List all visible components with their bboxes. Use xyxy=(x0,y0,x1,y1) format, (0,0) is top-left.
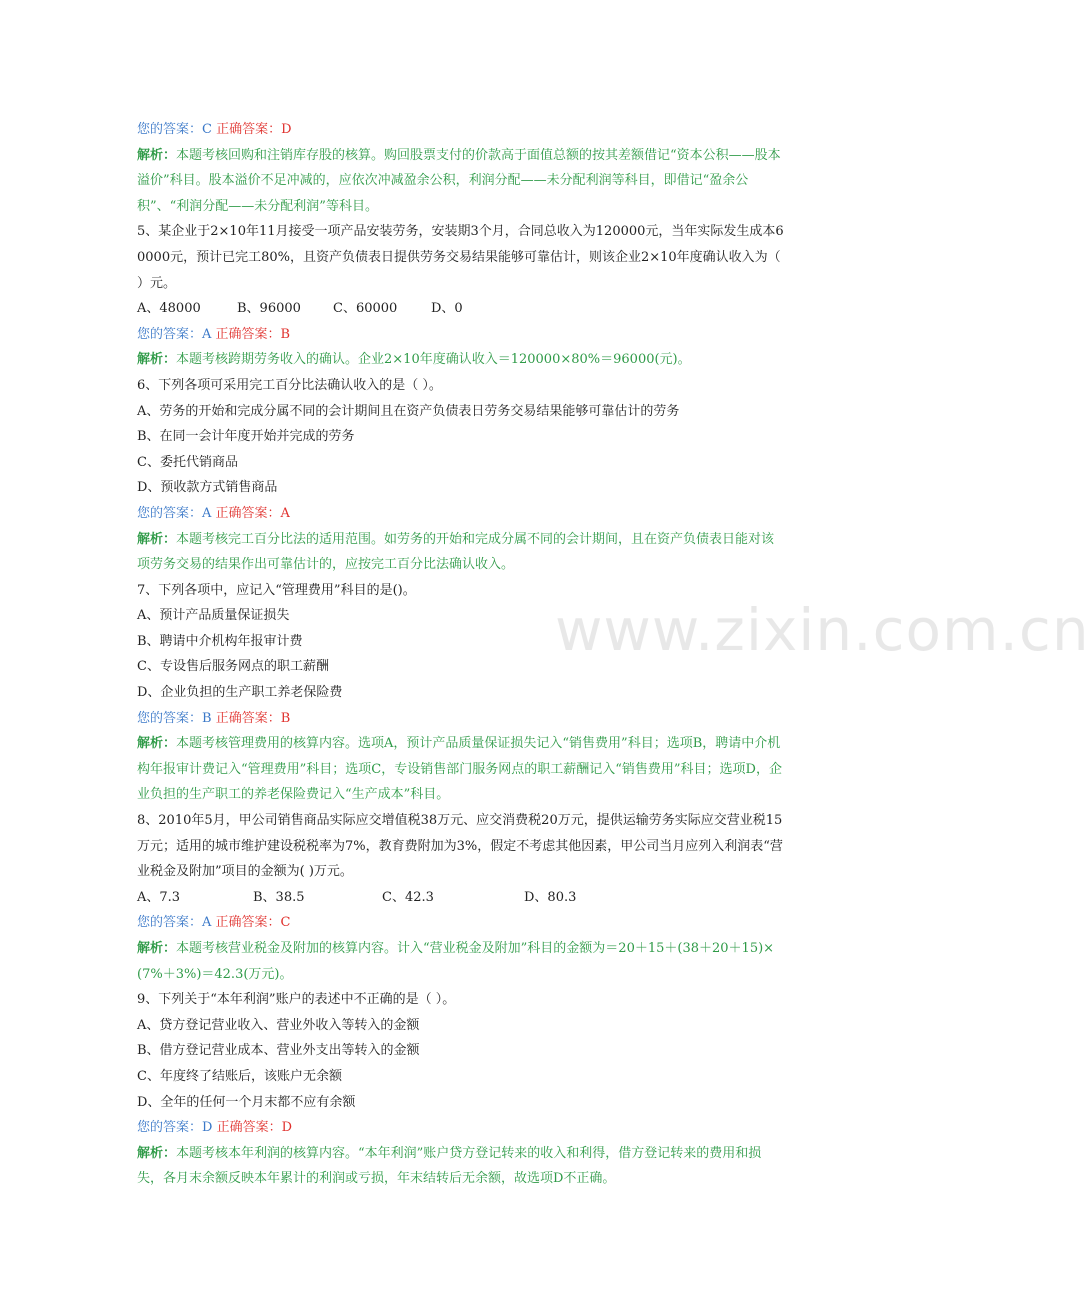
answer-line xyxy=(137,501,785,527)
correct-answer: 正确答案：C xyxy=(215,915,291,931)
option-b: B、聘请中介机构年报审计费 xyxy=(137,633,303,649)
analysis-label: 解析： xyxy=(137,941,177,956)
analysis-text: 本题考核完工百分比法的适用范围。如劳务的开始和完成分属不同的会计期间，且在资产负债表日能对该项劳务交易的结果作出可靠估计的，应按完工百分比法确认收入。 xyxy=(137,531,775,573)
option-c: C、60000 xyxy=(333,301,398,317)
answer-line xyxy=(137,910,785,936)
your-answer: 您的答案：A xyxy=(137,505,212,521)
watermark: www.zixin.com.cn xyxy=(555,596,1090,664)
option-d: D、80.3 xyxy=(524,889,577,905)
your-answer: 您的答案：A xyxy=(137,326,212,342)
options-row-q8 xyxy=(137,885,785,911)
question-8: 8、2010年5月，甲公司销售商品实际应交增值税38万元、应交消费税20万元，提供运输劳务实际应交营业税15万元；适用的城市维护建设税税率为7%，教育费附加为3%，假定不考虑其他因素，甲公司当月应列入利润表“营业税金及附加”项目的金额为( )万元。 xyxy=(137,813,783,880)
option-d: D、全年的任何一个月末都不应有余额 xyxy=(137,1094,356,1110)
analysis-text: 本题考核管理费用的核算内容。选项A，预计产品质量保证损失记入“销售费用”科目；选项B，聘请中介机构年报审计费记入“管理费用”科目；选项C，专设销售部门服务网点的职工薪酬记入“销售费用”科目；选项D，企业负担的生产职工的养老保险费记入“生产成本”科目。 xyxy=(137,736,782,803)
correct-answer: 正确答案：B xyxy=(215,710,291,726)
analysis-paragraph xyxy=(137,731,785,808)
answer-line xyxy=(137,1115,785,1141)
analysis-text: 本题考核跨期劳务收入的确认。企业2×10年度确认收入＝120000×80%＝96000(元)。 xyxy=(176,352,691,368)
option-d: D、预收款方式销售商品 xyxy=(137,480,278,496)
question-6: 6、下列各项可采用完工百分比法确认收入的是（ ）。 xyxy=(137,377,442,393)
analysis-label: 解析： xyxy=(137,531,177,547)
option-a: A、48000 xyxy=(137,301,201,317)
correct-answer: 正确答案：B xyxy=(215,326,291,342)
option-d: D、0 xyxy=(431,301,463,317)
analysis-label: 解析： xyxy=(137,147,177,163)
correct-answer: 正确答案：D xyxy=(216,122,292,137)
analysis-paragraph xyxy=(137,1141,785,1192)
document-body xyxy=(137,117,785,1192)
option-b: B、借方登记营业成本、营业外支出等转入的金额 xyxy=(137,1043,420,1059)
analysis-paragraph xyxy=(137,347,785,373)
analysis-label: 解析： xyxy=(137,736,177,752)
your-answer: 您的答案：B xyxy=(137,710,212,726)
option-b: B、在同一会计年度开始并完成的劳务 xyxy=(137,429,355,445)
correct-answer: 正确答案：A xyxy=(215,505,290,521)
correct-answer: 正确答案：D xyxy=(216,1120,293,1136)
question-5: 5、某企业于2×10年11月接受一项产品安装劳务，安装期3个月，合同总收入为120000元，当年实际发生成本60000元，预计已完工80%，且资产负债表日提供劳务交易结果能够可靠估计，则该企业2×10年度确认收入为（ ）元。 xyxy=(137,224,784,291)
option-c: C、42.3 xyxy=(382,889,434,905)
your-answer: 您的答案：D xyxy=(137,1120,213,1136)
question-7: 7、下列各项中，应记入“管理费用”科目的是()。 xyxy=(137,582,416,598)
option-b: B、38.5 xyxy=(253,889,305,905)
option-a: A、贷方登记营业收入、营业外收入等转入的金额 xyxy=(137,1017,420,1033)
analysis-text: 本题考核本年利润的核算内容。“本年利润”账户贷方登记转来的收入和利得，借方登记转来的费用和损失，各月末余额反映本年累计的利润或亏损，年末结转后无余额，故选项D不正确。 xyxy=(137,1145,762,1187)
option-a: A、劳务的开始和完成分属不同的会计期间且在资产负债表日劳务交易结果能够可靠估计的劳务 xyxy=(137,403,680,419)
option-c: C、委托代销商品 xyxy=(137,454,238,470)
analysis-paragraph xyxy=(137,143,785,220)
analysis-text: 本题考核回购和注销库存股的核算。购回股票支付的价款高于面值总额的按其差额借记“资本公积——股本溢价”科目。股本溢价不足冲减的，应依次冲减盈余公积，利润分配——未分配利润等科目，即借记“盈余公积”、“利润分配——未分配利润”等科目。 xyxy=(137,147,781,214)
your-answer: 您的答案：C xyxy=(137,122,212,137)
option-c: C、年度终了结账后，该账户无余额 xyxy=(137,1068,342,1084)
option-c: C、专设售后服务网点的职工薪酬 xyxy=(137,659,329,675)
analysis-paragraph xyxy=(137,527,785,578)
analysis-paragraph xyxy=(137,936,785,987)
option-a: A、7.3 xyxy=(137,889,181,905)
analysis-text: 本题考核营业税金及附加的核算内容。计入“营业税金及附加”科目的金额为＝20＋15＋(38＋20＋15)×(7%＋3%)＝42.3(万元)。 xyxy=(137,941,775,982)
answer-line xyxy=(137,322,785,348)
answer-line xyxy=(137,117,785,143)
option-b: B、96000 xyxy=(237,301,301,317)
your-answer: 您的答案：A xyxy=(137,915,212,931)
answer-line xyxy=(137,706,785,732)
option-d: D、企业负担的生产职工养老保险费 xyxy=(137,685,343,701)
option-a: A、预计产品质量保证损失 xyxy=(137,608,290,624)
analysis-label: 解析： xyxy=(137,1145,177,1161)
options-row-q5 xyxy=(137,296,785,322)
analysis-label: 解析： xyxy=(137,352,177,368)
question-9: 9、下列关于“本年利润”账户的表述中不正确的是（ ）。 xyxy=(137,992,456,1008)
